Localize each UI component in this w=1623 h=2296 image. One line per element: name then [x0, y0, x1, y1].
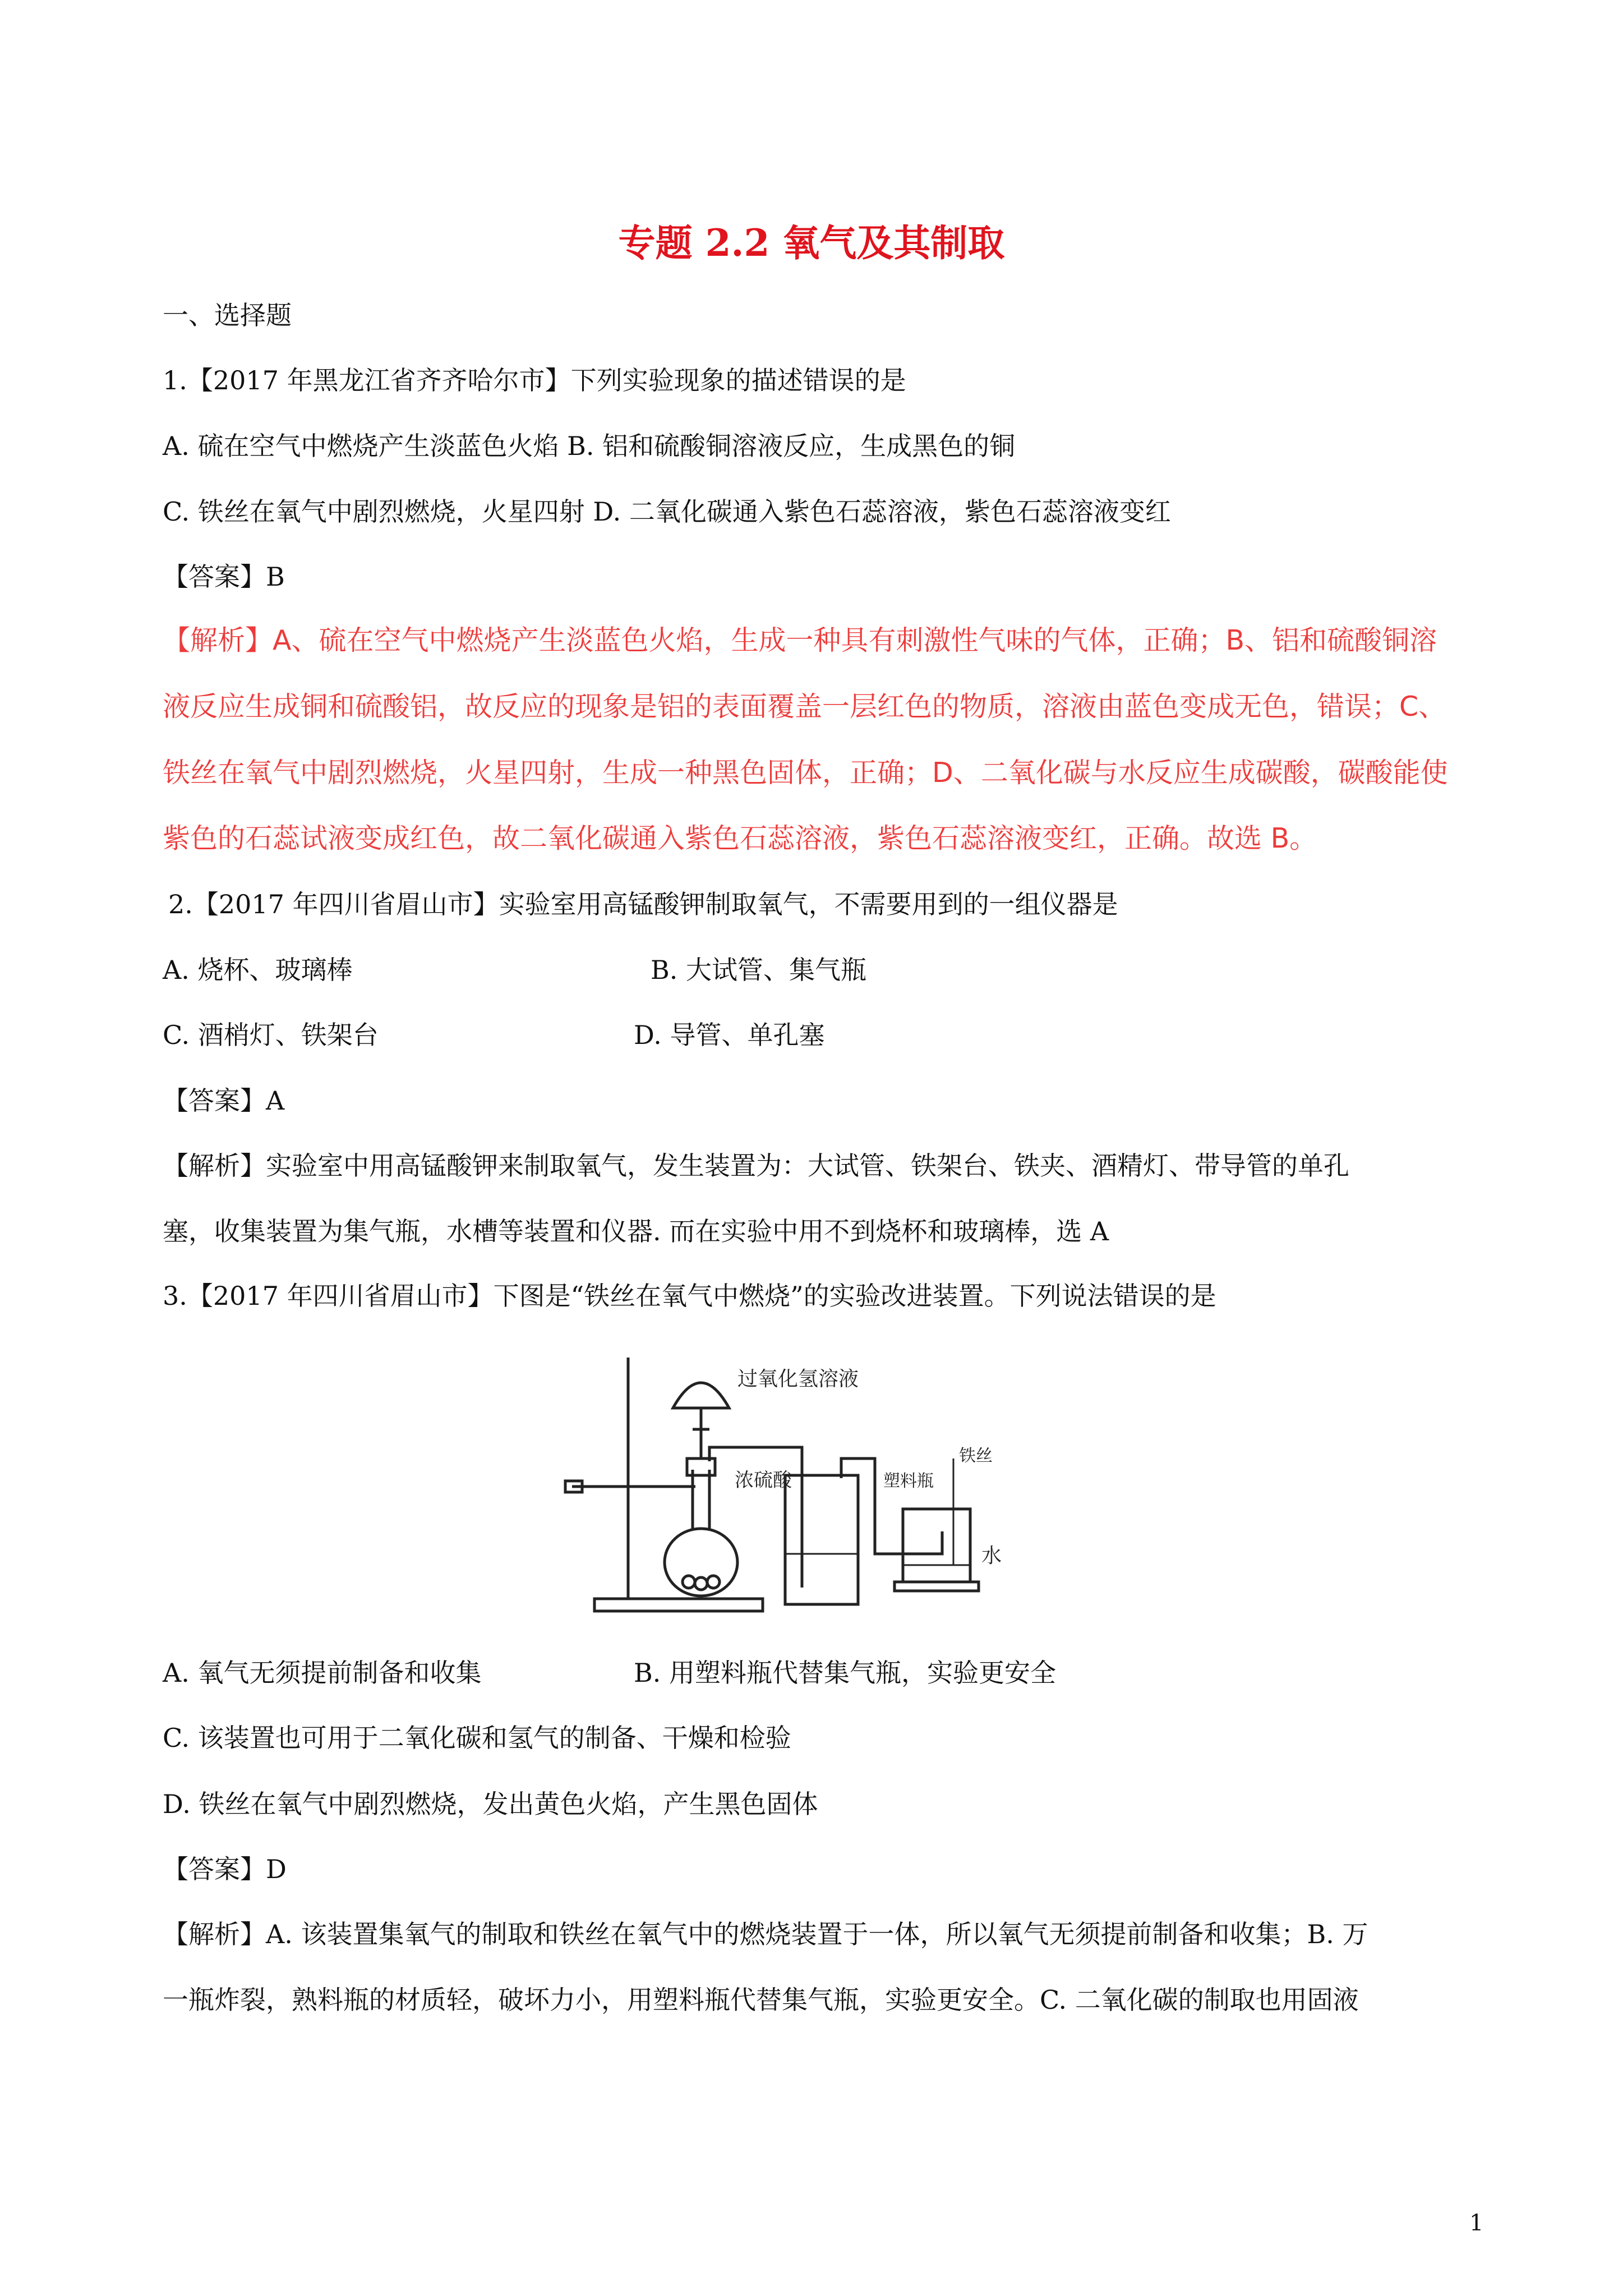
figure-label-water: 水	[981, 1544, 1002, 1567]
page-number: 1	[1469, 2210, 1484, 2236]
q3-analysis-line: 一瓶炸裂，熟料瓶的材质轻，破坏力小，用塑料瓶代替集气瓶，实验更安全。C. 二氧化碳的制取也用固液	[163, 1985, 1359, 2015]
q1-answer: 【答案】B	[163, 562, 285, 592]
apparatus-figure	[561, 1341, 1066, 1621]
q1-options-cd: C. 铁丝在氧气中剧烈燃烧，火星四射 D. 二氧化碳通入紫色石蕊溶液，紫色石蕊溶液变红	[163, 496, 1171, 527]
q1-analysis-line: 液反应生成铜和硫酸铝，故反应的现象是铝的表面覆盖一层红色的物质，溶液由蓝色变成无色，错误；C、	[163, 691, 1446, 723]
figure-label-wire: 铁丝	[959, 1446, 993, 1466]
q1-stem: 1.【2017 年黑龙江省齐齐哈尔市】下列实验现象的描述错误的是	[163, 365, 906, 395]
document-title: 专题 2.2 氧气及其制取	[618, 221, 1005, 265]
section-heading: 一、选择题	[163, 300, 292, 330]
q3-option-c: C. 该装置也可用于二氧化碳和氢气的制备、干燥和检验	[163, 1723, 791, 1753]
q1-options-ab: A. 硫在空气中燃烧产生淡蓝色火焰 B. 铝和硫酸铜溶液反应，生成黑色的铜	[163, 431, 1016, 461]
q2-analysis-line: 塞，收集装置为集气瓶，水槽等装置和仪器. 而在实验中用不到烧杯和玻璃棒，选 A	[163, 1216, 1109, 1246]
q2-stem: 2.【2017 年四川省眉山市】实验室用高锰酸钾制取氧气，不需要用到的一组仪器是	[168, 889, 1118, 919]
q1-analysis-line: 紫色的石蕊试液变成红色，故二氧化碳通入紫色石蕊溶液，紫色石蕊溶液变红，正确。故选 B。	[163, 822, 1317, 854]
q3-option-a: A. 氧气无须提前制备和收集	[163, 1658, 482, 1688]
q3-analysis-line: 【解析】A. 该装置集氧气的制取和铁丝在氧气中的燃烧装置于一体，所以氧气无须提前制备和收集；B. 万	[163, 1919, 1368, 1949]
q2-answer: 【答案】A	[163, 1085, 285, 1116]
q2-analysis-line: 【解析】实验室中用高锰酸钾来制取氧气，发生装置为：大试管、铁架台、铁夹、酒精灯、带导管的单孔	[163, 1151, 1349, 1181]
q2-option-c: C. 酒梢灯、铁架台	[163, 1020, 379, 1050]
q2-option-d: D. 导管、单孔塞	[634, 1020, 825, 1050]
q2-option-b: B. 大试管、集气瓶	[651, 955, 867, 985]
q1-analysis-line: 铁丝在氧气中剧烈燃烧，火星四射，生成一种黑色固体，正确；D、二氧化碳与水反应生成碳酸，碳酸能使	[163, 757, 1448, 789]
q1-analysis-line: 【解析】A、硫在空气中燃烧产生淡蓝色火焰，生成一种具有刺激性气味的气体，正确；B、铝和硫酸铜溶	[163, 624, 1437, 656]
q3-answer: 【答案】D	[163, 1854, 287, 1884]
q2-option-a: A. 烧杯、玻璃棒	[163, 955, 353, 985]
figure-label-h2o2: 过氧化氢溶液	[737, 1368, 859, 1391]
figure-label-bottle: 塑料瓶	[883, 1471, 934, 1491]
q3-option-b: B. 用塑料瓶代替集气瓶，实验更安全	[634, 1658, 1057, 1688]
q3-stem: 3.【2017 年四川省眉山市】下图是“铁丝在氧气中燃烧”的实验改进装置。下列说法错误的是	[163, 1281, 1216, 1311]
q3-option-d: D. 铁丝在氧气中剧烈燃烧，发出黄色火焰，产生黑色固体	[163, 1789, 818, 1819]
figure-label-acid: 浓硫酸	[735, 1469, 792, 1492]
